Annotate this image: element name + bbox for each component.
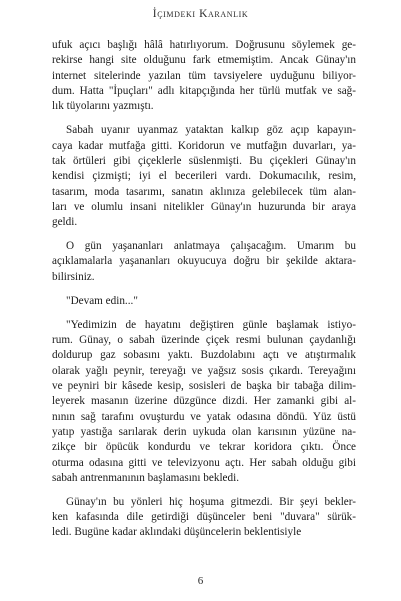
running-header: İçimdeki Karanlık <box>152 8 249 20</box>
paragraph-gap <box>52 285 356 294</box>
paragraph-gap <box>52 486 356 495</box>
paragraph <box>52 38 356 115</box>
text-line: O gün yaşananları anlatmaya çalışacağım. Umarım bu <box>66 240 356 253</box>
paragraph <box>52 495 356 541</box>
paragraph <box>52 239 356 285</box>
paragraph <box>52 123 356 230</box>
text-line: bilirsiniz. <box>52 270 95 283</box>
text-line: geldi. <box>52 216 78 229</box>
body-text <box>52 38 356 541</box>
text-line: oturma odasına gitti ve televizyonu açtı. Her sabah olduğu gibi <box>52 456 356 469</box>
text-line: ları ve olumlu insani nitelikler Günay'ın huzurunda bir araya <box>52 200 356 213</box>
text-line: sabah antrenmanının başlamasını bekledi. <box>52 471 240 484</box>
paragraph <box>52 318 356 487</box>
text-line: "Devam edin..." <box>66 294 138 307</box>
text-line: kendisi çizmişti; iyi el becerileri vardı. Dokumacılık, resim, <box>52 170 356 183</box>
text-line: internet sitelerinde yazılan tüm tavsiyelere uyduğunu biliyor- <box>52 69 356 82</box>
text-line: ve peyniri bir kâsede kesip, sosisleri de başka bir tabağa dilim- <box>52 379 356 392</box>
text-line: açıklamalarla yaşananları okuyucuya doğru bir şekilde aktara- <box>52 255 356 268</box>
text-line: leyerek masanın üzerine düzgünce dizdi. Her zamanki gibi al- <box>52 395 356 408</box>
text-line: nının sağ tarafını ovuşturdu ve yatak odasına döndü. Yüz üstü <box>52 410 356 423</box>
text-line: yatıp yastığa sarılarak derin uykuda olan karısının yüzüne na- <box>52 425 356 438</box>
text-line: doldurup gaz sobasını yaktı. Buzdolabını açtı ve atıştırmalık <box>52 349 356 362</box>
text-line: tasarım, moda tasarımı, sanatın aklınıza gelebilecek tüm alan- <box>52 185 356 198</box>
page-number: 6 <box>197 575 204 587</box>
text-line: zikçe bir öpücük kondurdu ve tekrar koridora çıktı. Önce <box>52 441 356 454</box>
paragraph-gap <box>52 115 356 124</box>
text-line: caya kadar mutfağa gitti. Koridorun ve mutfağın duvarları, ya- <box>52 139 356 152</box>
text-line: Sabah uyanır uyanmaz yataktan kalkıp göz açıp kapayın- <box>66 124 356 137</box>
text-line: Günay'ın bu yönleri hiç hoşuma gitmezdi. Bir şeyi bekler- <box>66 495 356 508</box>
text-line: dum. Hatta "İpuçları" adlı kitapçığında her türlü mutfak ve sağ- <box>52 85 356 98</box>
text-line: tak örtüleri gibi çiçeklerle süslenmişti. Bu çiçekleri Günay'ın <box>52 154 356 167</box>
text-line: ufuk açıcı başlığı hâlâ hatırlıyorum. Doğrusunu söylemek ge- <box>52 39 356 51</box>
text-line: olarak yağlı peynir, tereyağı ve yağsız sosis çıkardı. Tereyağını <box>52 364 356 377</box>
text-line: "Yedimizin de hayatını değiştiren günle başlamak istiyo- <box>66 318 356 331</box>
paragraph-gap <box>52 231 356 240</box>
text-line: ledi. Bugüne kadar aklındaki düşüncelerin beklentisiyle <box>52 526 302 539</box>
text-line: ken kafasında dile getirdiği düşünceler beni "duvara" sürük- <box>52 511 356 524</box>
text-line: lık tüyolarını yazmıştı. <box>52 100 154 113</box>
paragraph-gap <box>52 309 356 318</box>
paragraph <box>52 294 356 309</box>
text-line: rekirse hangi site olduğunu fark etmemiştim. Ancak Günay'ın <box>52 54 356 67</box>
text-line: rum. Günay, o sabah üzerinde çiçek resmi bulunan çaydanlığı <box>52 333 356 346</box>
